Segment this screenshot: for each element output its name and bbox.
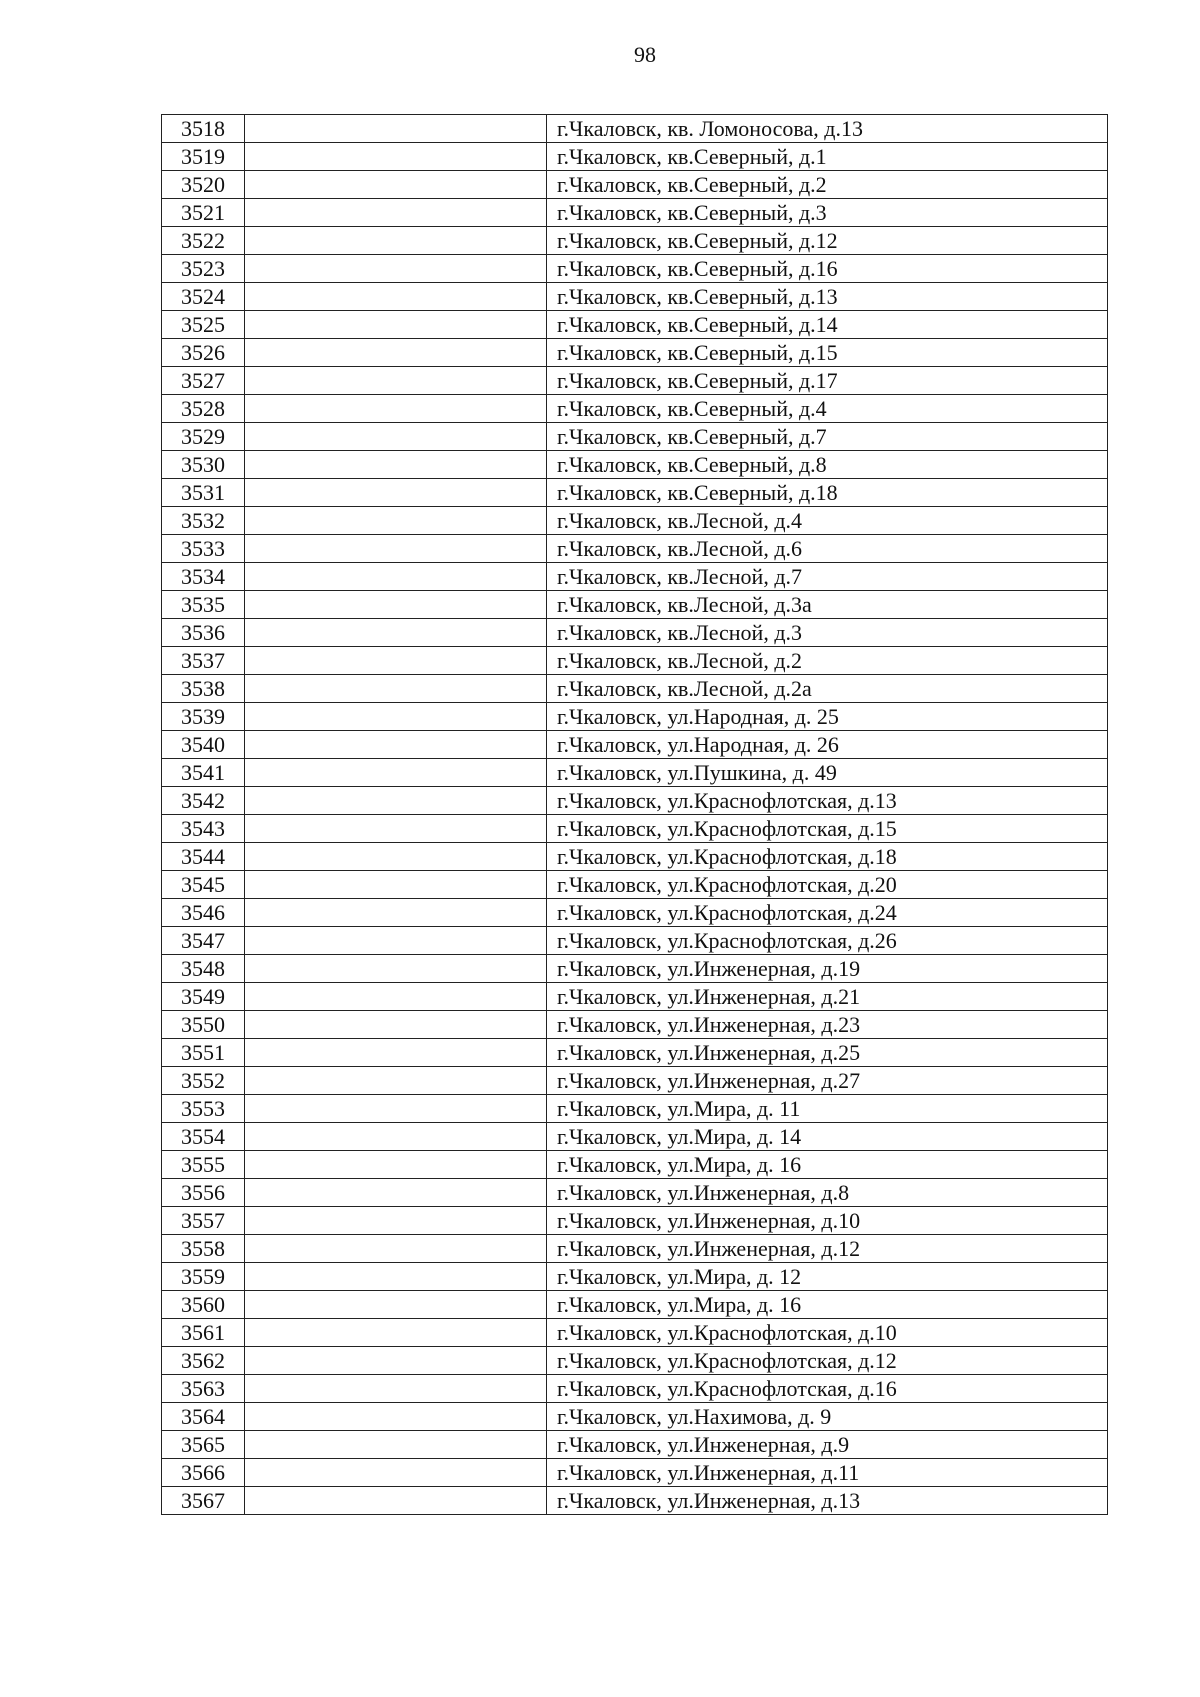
row-number-cell: 3548 [162, 955, 245, 983]
empty-cell [245, 1347, 547, 1375]
table-row [162, 1123, 1108, 1151]
address-cell: г.Чкаловск, ул.Инженерная, д.23 [547, 1011, 1108, 1039]
row-number-cell: 3547 [162, 927, 245, 955]
row-number-cell: 3539 [162, 703, 245, 731]
address-cell: г.Чкаловск, кв.Северный, д.13 [547, 283, 1108, 311]
empty-cell [245, 759, 547, 787]
address-cell: г.Чкаловск, кв.Северный, д.8 [547, 451, 1108, 479]
address-cell: г.Чкаловск, ул.Инженерная, д.13 [547, 1487, 1108, 1515]
empty-cell [245, 199, 547, 227]
row-number-cell: 3567 [162, 1487, 245, 1515]
table-row [162, 507, 1108, 535]
address-cell: г.Чкаловск, кв.Северный, д.3 [547, 199, 1108, 227]
row-number-cell: 3543 [162, 815, 245, 843]
address-cell: г.Чкаловск, ул.Краснофлотская, д.24 [547, 899, 1108, 927]
row-number-cell: 3520 [162, 171, 245, 199]
empty-cell [245, 1123, 547, 1151]
empty-cell [245, 255, 547, 283]
empty-cell [245, 1431, 547, 1459]
table-row [162, 1347, 1108, 1375]
table-row [162, 1263, 1108, 1291]
row-number-cell: 3519 [162, 143, 245, 171]
table-row [162, 983, 1108, 1011]
empty-cell [245, 1207, 547, 1235]
table-row [162, 787, 1108, 815]
row-number-cell: 3561 [162, 1319, 245, 1347]
address-cell: г.Чкаловск, кв.Лесной, д.2 [547, 647, 1108, 675]
row-number-cell: 3522 [162, 227, 245, 255]
page-number: 98 [634, 42, 656, 67]
address-cell: г.Чкаловск, ул.Инженерная, д.27 [547, 1067, 1108, 1095]
empty-cell [245, 535, 547, 563]
table-row [162, 1067, 1108, 1095]
empty-cell [245, 1095, 547, 1123]
empty-cell [245, 1039, 547, 1067]
empty-cell [245, 143, 547, 171]
empty-cell [245, 1319, 547, 1347]
row-number-cell: 3541 [162, 759, 245, 787]
address-cell: г.Чкаловск, кв.Северный, д.17 [547, 367, 1108, 395]
empty-cell [245, 1179, 547, 1207]
empty-cell [245, 647, 547, 675]
table-row [162, 1207, 1108, 1235]
empty-cell [245, 1375, 547, 1403]
table-row [162, 1095, 1108, 1123]
table-row [162, 1319, 1108, 1347]
table-row [162, 815, 1108, 843]
empty-cell [245, 731, 547, 759]
address-cell: г.Чкаловск, кв.Северный, д.16 [547, 255, 1108, 283]
row-number-cell: 3525 [162, 311, 245, 339]
empty-cell [245, 115, 547, 143]
address-cell: г.Чкаловск, кв.Лесной, д.6 [547, 535, 1108, 563]
empty-cell [245, 1263, 547, 1291]
row-number-cell: 3534 [162, 563, 245, 591]
row-number-cell: 3536 [162, 619, 245, 647]
table-row [162, 1011, 1108, 1039]
address-cell: г.Чкаловск, кв.Северный, д.2 [547, 171, 1108, 199]
address-table [161, 114, 1108, 1515]
row-number-cell: 3533 [162, 535, 245, 563]
address-cell: г.Чкаловск, ул.Инженерная, д.12 [547, 1235, 1108, 1263]
empty-cell [245, 563, 547, 591]
empty-cell [245, 451, 547, 479]
table-row [162, 899, 1108, 927]
row-number-cell: 3518 [162, 115, 245, 143]
row-number-cell: 3562 [162, 1347, 245, 1375]
row-number-cell: 3560 [162, 1291, 245, 1319]
row-number-cell: 3558 [162, 1235, 245, 1263]
empty-cell [245, 1459, 547, 1487]
table-row [162, 675, 1108, 703]
row-number-cell: 3528 [162, 395, 245, 423]
row-number-cell: 3554 [162, 1123, 245, 1151]
address-cell: г.Чкаловск, кв.Лесной, д.4 [547, 507, 1108, 535]
address-cell: г.Чкаловск, кв.Северный, д.12 [547, 227, 1108, 255]
empty-cell [245, 787, 547, 815]
address-cell: г.Чкаловск, ул.Инженерная, д.25 [547, 1039, 1108, 1067]
row-number-cell: 3550 [162, 1011, 245, 1039]
empty-cell [245, 815, 547, 843]
empty-cell [245, 423, 547, 451]
row-number-cell: 3524 [162, 283, 245, 311]
table-row [162, 1487, 1108, 1515]
empty-cell [245, 227, 547, 255]
table-row [162, 423, 1108, 451]
empty-cell [245, 1403, 547, 1431]
empty-cell [245, 171, 547, 199]
table-row [162, 1291, 1108, 1319]
address-cell: г.Чкаловск, ул.Инженерная, д.8 [547, 1179, 1108, 1207]
table-row [162, 339, 1108, 367]
address-cell: г.Чкаловск, ул.Краснофлотская, д.15 [547, 815, 1108, 843]
address-cell: г.Чкаловск, ул.Инженерная, д.21 [547, 983, 1108, 1011]
table-row [162, 647, 1108, 675]
table-row [162, 955, 1108, 983]
table-row [162, 927, 1108, 955]
empty-cell [245, 871, 547, 899]
table-row [162, 563, 1108, 591]
empty-cell [245, 367, 547, 395]
empty-cell [245, 983, 547, 1011]
address-cell: г.Чкаловск, ул.Краснофлотская, д.20 [547, 871, 1108, 899]
address-cell: г.Чкаловск, кв.Северный, д.18 [547, 479, 1108, 507]
table-row [162, 731, 1108, 759]
address-cell: г.Чкаловск, ул.Краснофлотская, д.16 [547, 1375, 1108, 1403]
row-number-cell: 3531 [162, 479, 245, 507]
address-cell: г.Чкаловск, кв.Лесной, д.2а [547, 675, 1108, 703]
row-number-cell: 3566 [162, 1459, 245, 1487]
address-cell: г.Чкаловск, ул.Мира, д. 16 [547, 1151, 1108, 1179]
table-row [162, 591, 1108, 619]
row-number-cell: 3563 [162, 1375, 245, 1403]
address-cell: г.Чкаловск, кв.Северный, д.15 [547, 339, 1108, 367]
empty-cell [245, 283, 547, 311]
table-row [162, 1459, 1108, 1487]
row-number-cell: 3545 [162, 871, 245, 899]
address-cell: г.Чкаловск, ул.Народная, д. 26 [547, 731, 1108, 759]
row-number-cell: 3530 [162, 451, 245, 479]
table-row [162, 703, 1108, 731]
table-row [162, 1375, 1108, 1403]
row-number-cell: 3526 [162, 339, 245, 367]
row-number-cell: 3532 [162, 507, 245, 535]
row-number-cell: 3556 [162, 1179, 245, 1207]
empty-cell [245, 955, 547, 983]
address-cell: г.Чкаловск, кв.Лесной, д.7 [547, 563, 1108, 591]
address-cell: г.Чкаловск, ул.Народная, д. 25 [547, 703, 1108, 731]
table-row [162, 1179, 1108, 1207]
address-cell: г.Чкаловск, ул.Инженерная, д.11 [547, 1459, 1108, 1487]
empty-cell [245, 619, 547, 647]
table-row [162, 1403, 1108, 1431]
table-row [162, 451, 1108, 479]
row-number-cell: 3555 [162, 1151, 245, 1179]
table-row [162, 1431, 1108, 1459]
address-cell: г.Чкаловск, ул.Мира, д. 14 [547, 1123, 1108, 1151]
empty-cell [245, 1151, 547, 1179]
empty-cell [245, 1011, 547, 1039]
row-number-cell: 3544 [162, 843, 245, 871]
address-table-body [162, 115, 1108, 1515]
row-number-cell: 3565 [162, 1431, 245, 1459]
empty-cell [245, 843, 547, 871]
row-number-cell: 3529 [162, 423, 245, 451]
address-cell: г.Чкаловск, ул.Инженерная, д.19 [547, 955, 1108, 983]
table-row [162, 535, 1108, 563]
empty-cell [245, 1067, 547, 1095]
table-row [162, 395, 1108, 423]
address-cell: г.Чкаловск, ул.Краснофлотская, д.13 [547, 787, 1108, 815]
table-row [162, 255, 1108, 283]
address-cell: г.Чкаловск, ул.Мира, д. 16 [547, 1291, 1108, 1319]
row-number-cell: 3564 [162, 1403, 245, 1431]
address-cell: г.Чкаловск, ул.Инженерная, д.10 [547, 1207, 1108, 1235]
empty-cell [245, 675, 547, 703]
row-number-cell: 3537 [162, 647, 245, 675]
address-cell: г.Чкаловск, ул.Краснофлотская, д.26 [547, 927, 1108, 955]
row-number-cell: 3551 [162, 1039, 245, 1067]
empty-cell [245, 899, 547, 927]
table-row [162, 199, 1108, 227]
address-cell: г.Чкаловск, кв.Северный, д.4 [547, 395, 1108, 423]
table-row [162, 843, 1108, 871]
address-cell: г.Чкаловск, ул.Нахимова, д. 9 [547, 1403, 1108, 1431]
address-cell: г.Чкаловск, ул.Краснофлотская, д.10 [547, 1319, 1108, 1347]
empty-cell [245, 927, 547, 955]
row-number-cell: 3552 [162, 1067, 245, 1095]
address-cell: г.Чкаловск, ул.Мира, д. 12 [547, 1263, 1108, 1291]
table-row [162, 367, 1108, 395]
address-cell: г.Чкаловск, ул.Краснофлотская, д.12 [547, 1347, 1108, 1375]
table-row [162, 619, 1108, 647]
row-number-cell: 3523 [162, 255, 245, 283]
table-row [162, 115, 1108, 143]
table-row [162, 1235, 1108, 1263]
address-table-container [161, 114, 1107, 1515]
empty-cell [245, 1235, 547, 1263]
row-number-cell: 3546 [162, 899, 245, 927]
address-cell: г.Чкаловск, кв.Лесной, д.3 [547, 619, 1108, 647]
empty-cell [245, 395, 547, 423]
row-number-cell: 3527 [162, 367, 245, 395]
table-row [162, 871, 1108, 899]
address-cell: г.Чкаловск, кв.Северный, д.1 [547, 143, 1108, 171]
row-number-cell: 3535 [162, 591, 245, 619]
address-cell: г.Чкаловск, кв. Ломоносова, д.13 [547, 115, 1108, 143]
row-number-cell: 3559 [162, 1263, 245, 1291]
empty-cell [245, 311, 547, 339]
address-cell: г.Чкаловск, ул.Мира, д. 11 [547, 1095, 1108, 1123]
address-cell: г.Чкаловск, ул.Краснофлотская, д.18 [547, 843, 1108, 871]
table-row [162, 759, 1108, 787]
empty-cell [245, 479, 547, 507]
row-number-cell: 3542 [162, 787, 245, 815]
table-row [162, 143, 1108, 171]
table-row [162, 1039, 1108, 1067]
table-row [162, 311, 1108, 339]
empty-cell [245, 703, 547, 731]
empty-cell [245, 339, 547, 367]
empty-cell [245, 1487, 547, 1515]
empty-cell [245, 591, 547, 619]
empty-cell [245, 507, 547, 535]
address-cell: г.Чкаловск, кв.Северный, д.7 [547, 423, 1108, 451]
address-cell: г.Чкаловск, кв.Лесной, д.3а [547, 591, 1108, 619]
table-row [162, 227, 1108, 255]
empty-cell [245, 1291, 547, 1319]
row-number-cell: 3521 [162, 199, 245, 227]
table-row [162, 283, 1108, 311]
row-number-cell: 3540 [162, 731, 245, 759]
row-number-cell: 3553 [162, 1095, 245, 1123]
table-row [162, 479, 1108, 507]
row-number-cell: 3557 [162, 1207, 245, 1235]
table-row [162, 1151, 1108, 1179]
address-cell: г.Чкаловск, кв.Северный, д.14 [547, 311, 1108, 339]
address-cell: г.Чкаловск, ул.Пушкина, д. 49 [547, 759, 1108, 787]
table-row [162, 171, 1108, 199]
row-number-cell: 3549 [162, 983, 245, 1011]
address-cell: г.Чкаловск, ул.Инженерная, д.9 [547, 1431, 1108, 1459]
row-number-cell: 3538 [162, 675, 245, 703]
